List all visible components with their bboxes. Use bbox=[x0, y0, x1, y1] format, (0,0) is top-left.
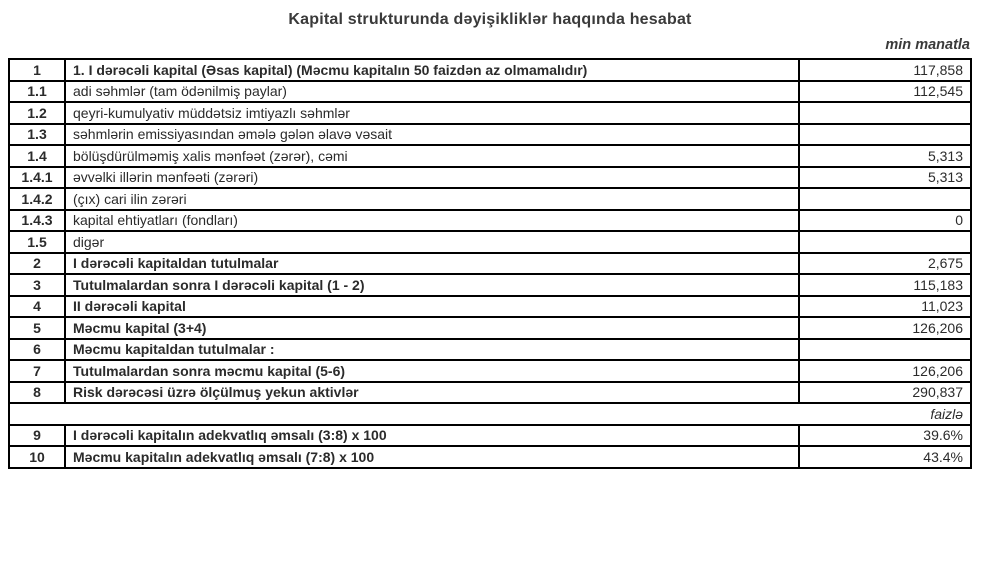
table-row bbox=[9, 188, 971, 210]
table-row bbox=[9, 210, 971, 232]
row-label: I dərəcəli kapitalın adekvatlıq əmsalı (3:8) x 100 bbox=[65, 425, 799, 447]
row-value bbox=[799, 102, 971, 124]
row-value: 11,023 bbox=[799, 296, 971, 318]
row-label: I dərəcəli kapitaldan tutulmalar bbox=[65, 253, 799, 275]
row-value bbox=[799, 339, 971, 361]
row-number: 1.4.2 bbox=[9, 188, 65, 210]
table-row bbox=[9, 446, 971, 468]
row-label: bölüşdürülməmiş xalis mənfəət (zərər), cəmi bbox=[65, 145, 799, 167]
row-label: Məcmu kapitaldan tutulmalar : bbox=[65, 339, 799, 361]
table-row bbox=[9, 317, 971, 339]
table-row bbox=[9, 102, 971, 124]
row-number: 7 bbox=[9, 360, 65, 382]
row-label: Məcmu kapitalın adekvatlıq əmsalı (7:8) x 100 bbox=[65, 446, 799, 468]
row-value bbox=[799, 188, 971, 210]
table-row bbox=[9, 296, 971, 318]
row-label: Tutulmalardan sonra məcmu kapital (5-6) bbox=[65, 360, 799, 382]
percent-unit-label: faizlə bbox=[9, 403, 971, 425]
row-label: səhmlərin emissiyasından əmələ gələn əlavə vəsait bbox=[65, 124, 799, 146]
row-number: 5 bbox=[9, 317, 65, 339]
row-number: 9 bbox=[9, 425, 65, 447]
capital-structure-table bbox=[8, 58, 972, 469]
currency-unit-label: min manatla bbox=[885, 37, 970, 53]
report-title: Kapital strukturunda dəyişikliklər haqqında hesabat bbox=[288, 11, 692, 28]
table-row bbox=[9, 145, 971, 167]
row-value: 39.6% bbox=[799, 425, 971, 447]
row-value bbox=[799, 124, 971, 146]
row-number: 3 bbox=[9, 274, 65, 296]
row-number: 2 bbox=[9, 253, 65, 275]
row-number: 1.4 bbox=[9, 145, 65, 167]
row-label: digər bbox=[65, 231, 799, 253]
table-row bbox=[9, 231, 971, 253]
table-row bbox=[9, 274, 971, 296]
table-row bbox=[9, 124, 971, 146]
row-value: 5,313 bbox=[799, 145, 971, 167]
row-value: 126,206 bbox=[799, 360, 971, 382]
table-row bbox=[9, 81, 971, 103]
row-number: 1.4.1 bbox=[9, 167, 65, 189]
row-label: Risk dərəcəsi üzrə ölçülmuş yekun aktivlər bbox=[65, 382, 799, 404]
row-value: 117,858 bbox=[799, 59, 971, 81]
row-label: kapital ehtiyatları (fondları) bbox=[65, 210, 799, 232]
row-label: Məcmu kapital (3+4) bbox=[65, 317, 799, 339]
row-label: adi səhmlər (tam ödənilmiş paylar) bbox=[65, 81, 799, 103]
row-number: 1 bbox=[9, 59, 65, 81]
row-label: əvvəlki illərin mənfəəti (zərəri) bbox=[65, 167, 799, 189]
row-number: 4 bbox=[9, 296, 65, 318]
table-row bbox=[9, 382, 971, 404]
row-number: 1.3 bbox=[9, 124, 65, 146]
capital-table-body bbox=[9, 59, 971, 468]
row-number: 1.2 bbox=[9, 102, 65, 124]
row-value: 115,183 bbox=[799, 274, 971, 296]
row-value: 290,837 bbox=[799, 382, 971, 404]
row-value: 0 bbox=[799, 210, 971, 232]
row-label: (çıx) cari ilin zərəri bbox=[65, 188, 799, 210]
row-label: qeyri-kumulyativ müddətsiz imtiyazlı səhmlər bbox=[65, 102, 799, 124]
row-number: 1.1 bbox=[9, 81, 65, 103]
row-value: 112,545 bbox=[799, 81, 971, 103]
row-number: 1.4.3 bbox=[9, 210, 65, 232]
row-value: 43.4% bbox=[799, 446, 971, 468]
row-value: 5,313 bbox=[799, 167, 971, 189]
row-number: 1.5 bbox=[9, 231, 65, 253]
row-value: 2,675 bbox=[799, 253, 971, 275]
row-label: II dərəcəli kapital bbox=[65, 296, 799, 318]
table-row bbox=[9, 59, 971, 81]
row-label: 1. I dərəcəli kapital (Əsas kapital) (Məcmu kapitalın 50 faizdən az olmamalıdır) bbox=[65, 59, 799, 81]
row-value bbox=[799, 231, 971, 253]
table-row bbox=[9, 167, 971, 189]
table-row bbox=[9, 360, 971, 382]
row-label: Tutulmalardan sonra I dərəcəli kapital (1 - 2) bbox=[65, 274, 799, 296]
row-number: 8 bbox=[9, 382, 65, 404]
row-value: 126,206 bbox=[799, 317, 971, 339]
percent-unit-row bbox=[9, 403, 971, 425]
row-number: 6 bbox=[9, 339, 65, 361]
table-row bbox=[9, 339, 971, 361]
table-row bbox=[9, 253, 971, 275]
row-number: 10 bbox=[9, 446, 65, 468]
table-row bbox=[9, 425, 971, 447]
